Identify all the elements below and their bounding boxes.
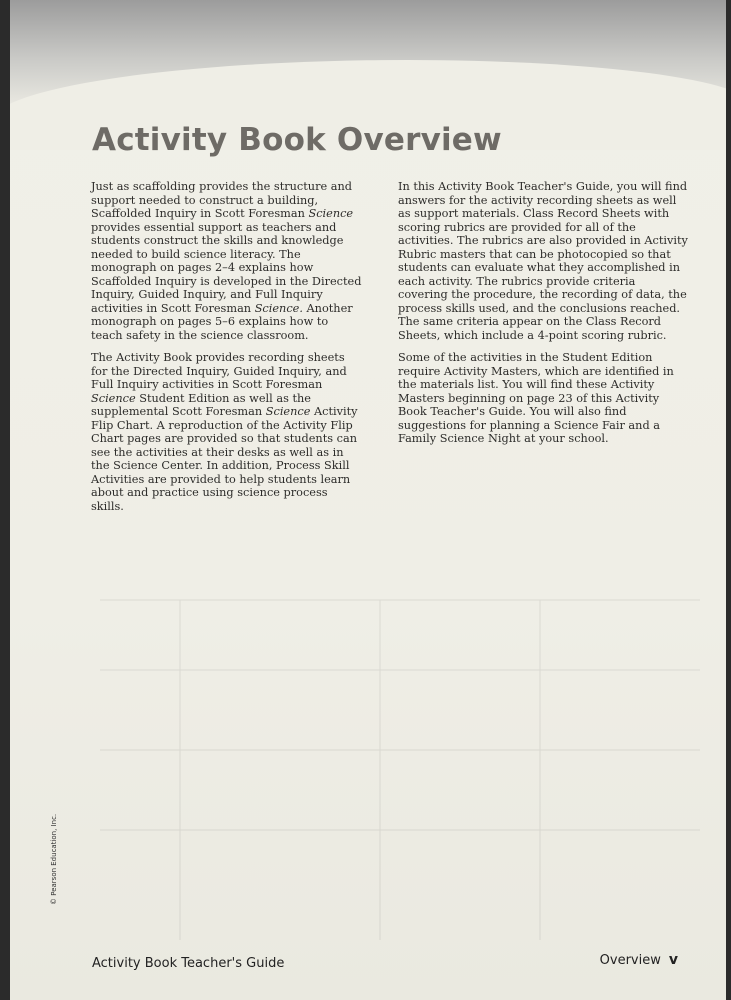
right-paragraph-1: In this Activity Book Teacher's Guide, you will find answers for the activity recording sheets as well as support materials. Class Record Sheets with scoring rubrics are provided for all of the activities. The rubrics are also provided in Activity Rubric masters that can be photocopied so that students can evaluate what they accomplished in each activity. The rubrics provide criteria covering the procedure, the recording of data, the process skills used, and the conclusions reached. The same criteria appear on the Class Record Sheets, which include a 4-point scoring rubric. <box>398 180 688 342</box>
footer-section <box>600 952 678 968</box>
text-run: provides essential support as teachers and students construct the skills and knowledge needed to build science literacy. The monograph on pages 2–4 explains how Scaffolded Inquiry is developed in the Directed Inquiry, Guided Inquiry, and Full Inquiry activities in Scott Foresman <box>91 220 362 315</box>
footer-book-title: Activity Book Teacher's Guide <box>92 956 285 971</box>
left-paragraph-2 <box>91 351 363 513</box>
copyright-notice: © Pearson Education, Inc. <box>50 813 58 905</box>
text-run: Another monograph on pages 5–6 explains how to teach safety in the science classroom. <box>91 301 353 342</box>
text-run: Student Edition as well as the supplemental Scott Foresman <box>91 391 311 418</box>
page-number: v <box>668 952 678 968</box>
text-run: Activity Flip Chart. A reproduction of the Activity Flip Chart pages are provided so that students can see the activities at their desks as well as in the Science Center. In addition, Process Skill Activities are provided to help students learn about and practice using science process skills. <box>91 405 358 513</box>
text-run: The Activity Book provides recording sheets for the Directed Inquiry, Guided Inquiry, and Full Inquiry activities in Scott Foresman <box>91 351 347 391</box>
right-paragraph-2: Some of the activities in the Student Edition require Activity Masters, which are identified in the materials list. You will find these Activity Masters beginning on page 23 of this Activity Book Teacher's Guide. You will also find suggestions for planning a Science Fair and a Family Science Night at your school. <box>398 351 674 445</box>
italic-run: Science. <box>254 301 303 315</box>
footer-section-label: Overview <box>599 953 661 968</box>
left-paragraph-1 <box>91 180 363 342</box>
right-column <box>398 180 688 455</box>
italic-run: Science <box>308 207 354 220</box>
italic-run: Science <box>91 391 136 405</box>
page-title: Activity Book Overview <box>92 122 502 158</box>
italic-run: Science <box>265 405 311 418</box>
left-column <box>91 180 363 522</box>
document-page <box>10 0 726 1000</box>
text-run: Just as scaffolding provides the structure and support needed to construct a building, Scaffolded Inquiry in Scott Foresman <box>91 180 352 220</box>
